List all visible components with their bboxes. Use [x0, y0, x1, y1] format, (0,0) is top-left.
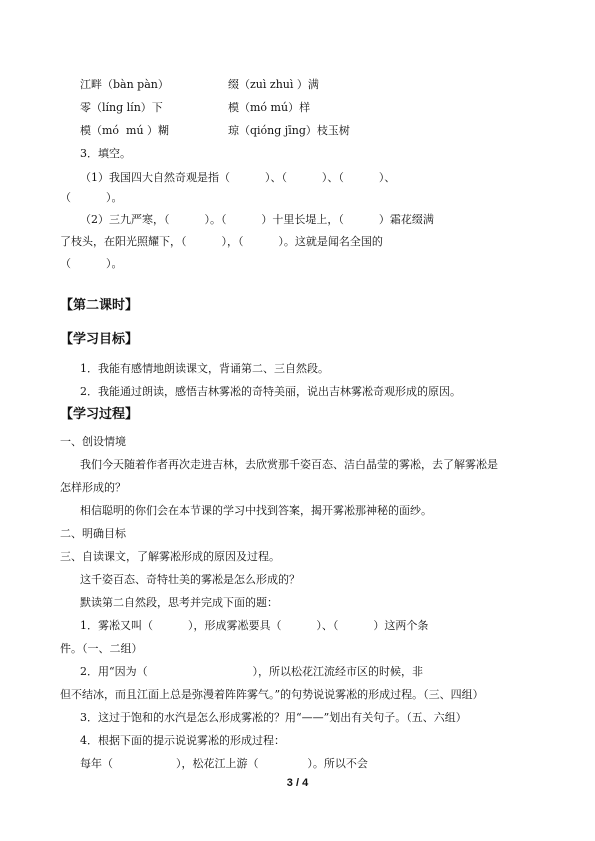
question-3-1-line-2: （ ）。: [60, 191, 123, 204]
intro-paragraph-2: 相信聪明的你们会在本节课的学习中找到答案，揭开雾凇那神秘的面纱。: [80, 504, 432, 517]
section-heading-lesson-2: 【第二课时】: [60, 298, 139, 313]
page-number: 3 / 4: [286, 777, 309, 789]
task-4-fill-line: 每年（ ），松花江上游（ ）。所以不会: [80, 757, 368, 770]
task-1-line-2: 件。（一、二组）: [60, 642, 143, 655]
task-2-line-1: 2．用“因为（ ），所以松花江流经市区的时候，非: [80, 665, 424, 678]
question-3-title: 3．填空。: [80, 147, 131, 160]
section-heading-goals: 【学习目标】: [60, 332, 139, 347]
pinyin-row-2-a: 零（líng lín）下: [80, 101, 163, 114]
task-3: 3．这过于饱和的水汽是怎么形成雾凇的？用“——”划出有关句子。（五、六组）: [80, 711, 467, 724]
intro-paragraph-1-line-2: 怎样形成的？: [60, 481, 126, 494]
pinyin-row-3-b: 琼（qióng jīng）枝玉树: [228, 124, 350, 137]
question-3-2-line-3: （ ）。: [60, 257, 123, 270]
question-3-2-line-1: （2）三九严寒，（ ）。（ ）十里长堤上，（ ）霜花缀满: [80, 213, 434, 226]
pinyin-row-1-a: 江畔（bàn pàn）: [80, 78, 169, 91]
goal-1: 1．我能有感情地朗读课文，背诵第二、三自然段。: [80, 362, 329, 375]
pinyin-row-1-b: 缀（zuì zhuì ）满: [228, 78, 319, 91]
task-1-line-1: 1．雾凇又叫（ ），形成雾凇要具（ ）、（ ）这两个条: [80, 619, 429, 632]
pinyin-row-3-a: 模（mó mú ）糊: [80, 124, 170, 137]
step-3-title: 三、自读课文，了解雾凇形成的原因及过程。: [60, 550, 280, 563]
goal-2: 2．我能通过朗读，感悟吉林雾凇的奇特美丽，说出吉林雾凇奇观形成的原因。: [80, 385, 461, 398]
task-2-line-2: 但不结冰，而且江面上总是弥漫着阵阵雾气。”的句势说说雾凇的形成过程。（三、四组）: [60, 688, 484, 701]
pinyin-row-2-b: 模（mó mú）样: [228, 101, 311, 114]
task-4: 4．根据下面的提示说说雾凇的形成过程：: [80, 734, 285, 747]
section-heading-process: 【学习过程】: [60, 407, 139, 422]
intro-paragraph-1-line-1: 我们今天随着作者再次走进吉林，去欣赏那千姿百态、洁白晶莹的雾凇，去了解雾凇是: [80, 458, 498, 471]
question-3-2-line-2: 了枝头，在阳光照耀下，（ ），（ ）。这就是闻名全国的: [60, 235, 383, 248]
reading-instruction: 默读第二自然段，思考并完成下面的题：: [80, 596, 278, 609]
step-2-title: 二、明确目标: [60, 527, 126, 540]
question-3-1-line-1: （1）我国四大自然奇观是指（ ）、（ ）、（ ）、: [80, 171, 396, 184]
question-prompt: 这千姿百态、奇特壮美的雾凇是怎么形成的？: [80, 573, 300, 586]
step-1-title: 一、创设情境: [60, 435, 126, 448]
